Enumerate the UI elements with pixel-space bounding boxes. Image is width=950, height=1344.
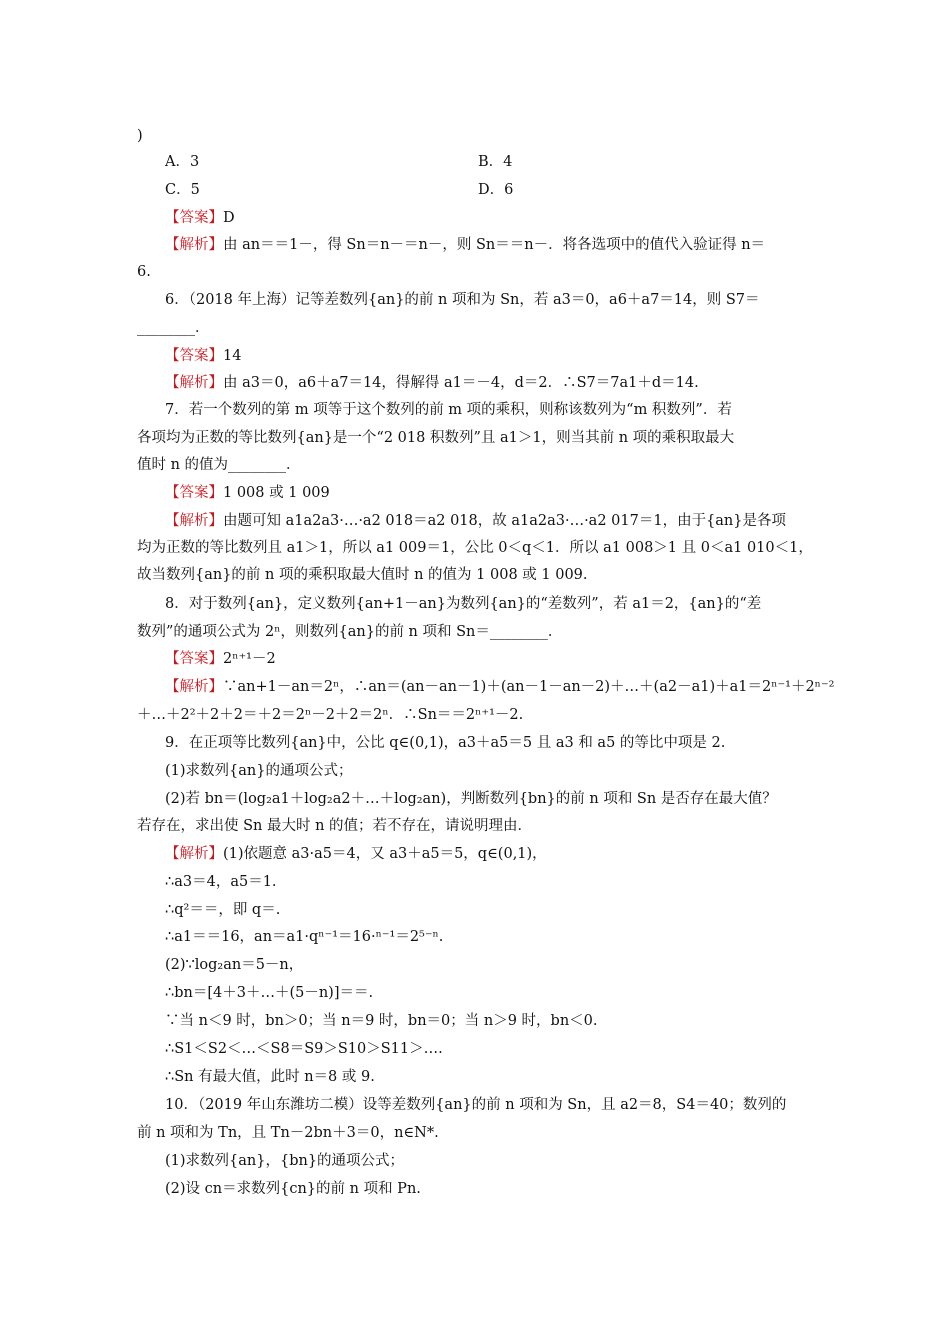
q7-analysis-line-1: 【解析】由题可知 a1a2a3·…·a2 018＝a2 018，故 a1a2a3·…·a2 017＝1，由于{an}是各项 — [165, 513, 786, 529]
q9-analysis-line-4: ∴a1＝＝16，an＝a1·qⁿ⁻¹＝16·ⁿ⁻¹＝2⁵⁻ⁿ. — [165, 929, 444, 945]
q4-closing-paren: ) — [137, 128, 143, 144]
analysis-tag: 【解析】 — [165, 237, 223, 253]
q8-answer: 【答案】2ⁿ⁺¹－2 — [165, 651, 276, 667]
q9-stem-line-4: 若存在，求出使 Sn 最大时 n 的值；若不存在，请说明理由． — [137, 818, 533, 834]
q7-analysis-line-3: 故当数列{an}的前 n 项的乘积取最大值时 n 的值为 1 008 或 1 009. — [137, 567, 588, 583]
q10-stem-line-3: (1)求数列{an}，{bn}的通项公式； — [165, 1153, 405, 1169]
q7-stem-line-1: 7．若一个数列的第 m 项等于这个数列的前 m 项的乘积，则称该数列为“m 积数列”．若 — [165, 402, 732, 418]
q7-stem-line-2: 各项均为正数的等比数列{an}是一个“2 018 积数列”且 a1＞1，则当其前 n 项的乘积取最大 — [137, 430, 735, 446]
q9-analysis-line-7: ∵当 n＜9 时，bn＞0；当 n＝9 时，bn＝0；当 n＞9 时，bn＜0. — [165, 1013, 598, 1029]
q7-answer: 【答案】1 008 或 1 009 — [165, 485, 330, 501]
q9-analysis-line-6: ∴bn＝[4＋3＋…＋(5－n)]＝＝. — [165, 985, 374, 1001]
answer-tag: 【答案】 — [165, 210, 223, 226]
option-d: D．6 — [478, 182, 514, 198]
q9-analysis-line-5: (2)∵log₂an＝5－n， — [165, 957, 304, 973]
q8-stem-line-1: 8．对于数列{an}，定义数列{an+1－an}为数列{an}的“差数列”，若 a1＝2，{an}的“差 — [165, 596, 762, 612]
q8-analysis-line-2: ＋…＋2²＋2＋2＝＋2＝2ⁿ－2＋2＝2ⁿ．∴Sn＝＝2ⁿ⁺¹－2. — [137, 707, 524, 723]
q9-stem-line-3: (2)若 bn＝(log₂a1＋log₂a2＋…＋log₂an)，判断数列{bn}的前 n 项和 Sn 是否存在最大值？ — [165, 791, 777, 807]
q9-analysis-line-8: ∴S1＜S2＜…＜S8＝S9＞S10＞S11＞…. — [165, 1041, 443, 1057]
answer-tag: 【答案】 — [165, 485, 223, 501]
q10-stem-line-1: 10．（2019 年山东潍坊二模）设等差数列{an}的前 n 项和为 Sn，且 a2＝8，S4＝40；数列的 — [165, 1097, 787, 1113]
q9-analysis-line-1: 【解析】(1)依题意 a3·a5＝4，又 a3＋a5＝5，q∈(0,1)， — [165, 846, 547, 862]
q6-answer: 【答案】14 — [165, 348, 242, 364]
q8-stem-line-2: 数列”的通项公式为 2ⁿ，则数列{an}的前 n 项和 Sn＝________． — [137, 624, 563, 640]
q9-stem-line-2: (1)求数列{an}的通项公式； — [165, 763, 353, 779]
q8-analysis-line-1: 【解析】∵an+1－an＝2ⁿ，∴an＝(an－an－1)＋(an－1－an－2)＋…＋(a2－a1)＋a1＝2ⁿ⁻¹＋2ⁿ⁻² — [165, 679, 835, 695]
q6-analysis: 【解析】由 a3＝0，a6＋a7＝14，得解得 a1＝－4，d＝2．∴S7＝7a1＋d＝14. — [165, 375, 699, 391]
q5-answer: 【答案】D — [165, 210, 235, 226]
q10-stem-line-2: 前 n 项和为 Tn，且 Tn－2bn＋3＝0，n∈N*. — [137, 1125, 439, 1141]
q10-stem-line-4: (2)设 cn＝求数列{cn}的前 n 项和 Pn. — [165, 1181, 421, 1197]
option-c: C．5 — [165, 182, 200, 198]
q9-analysis-line-9: ∴Sn 有最大值，此时 n＝8 或 9. — [165, 1069, 375, 1085]
q9-analysis-line-2: ∴a3＝4，a5＝1. — [165, 874, 277, 890]
analysis-tag: 【解析】 — [165, 375, 223, 391]
analysis-tag: 【解析】 — [165, 846, 223, 862]
answer-tag: 【答案】 — [165, 348, 223, 364]
analysis-tag: 【解析】 — [165, 513, 223, 529]
answer-tag: 【答案】 — [165, 651, 223, 667]
analysis-tag: 【解析】 — [165, 679, 223, 695]
q5-analysis-line-2: 6. — [137, 264, 151, 280]
option-b: B．4 — [478, 154, 513, 170]
q9-analysis-line-3: ∴q²＝＝，即 q＝. — [165, 902, 281, 918]
q7-stem-line-3: 值时 n 的值为________． — [137, 457, 301, 473]
q9-stem-line-1: 9．在正项等比数列{an}中，公比 q∈(0,1)，a3＋a5＝5 且 a3 和 a5 的等比中项是 2. — [165, 735, 726, 751]
q7-analysis-line-2: 均为正数的等比数列且 a1＞1，所以 a1 009＝1，公比 0＜q＜1．所以 a1 008＞1 且 0＜a1 010＜1， — [137, 540, 813, 556]
q5-analysis-line-1: 【解析】由 an＝＝1－，得 Sn＝n－＝n－，则 Sn＝＝n－．将各选项中的值代入验证得 n＝ — [165, 237, 766, 253]
option-a: A．3 — [165, 154, 200, 170]
q6-stem-line-1: 6．（2018 年上海）记等差数列{an}的前 n 项和为 Sn，若 a3＝0，a6＋a7＝14，则 S7＝ — [165, 292, 760, 308]
q6-stem-line-2: ________． — [137, 320, 210, 336]
